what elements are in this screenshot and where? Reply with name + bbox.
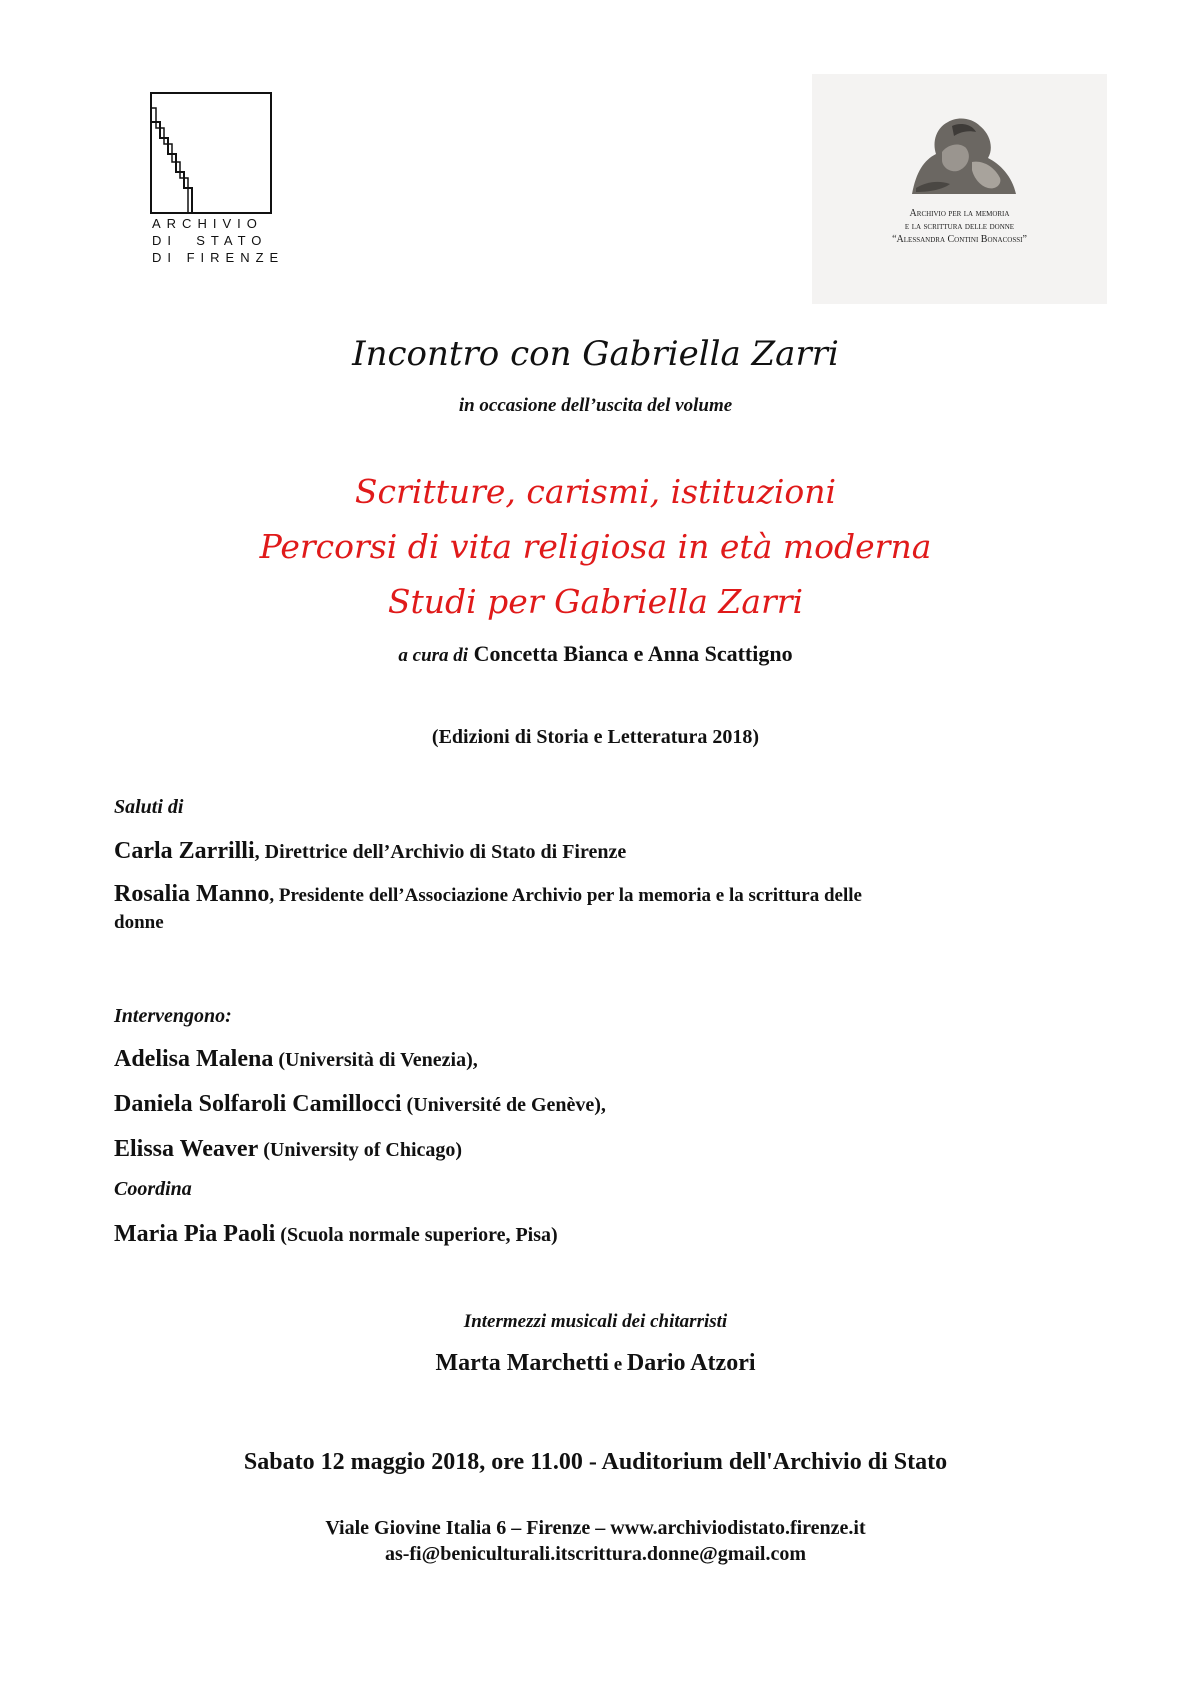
speaker-affiliation-2: (Université de Genève), bbox=[401, 1094, 606, 1116]
statue-image bbox=[902, 102, 1022, 197]
curators-line bbox=[0, 641, 1191, 667]
speaker-2 bbox=[114, 1091, 1074, 1118]
email-line: as-fi@beniculturali.itscrittura.donne@gmail.com bbox=[384, 1543, 807, 1565]
date-place: Sabato 12 maggio 2018, ore 11.00 - Auditorium dell'Archivio di Stato bbox=[243, 1449, 948, 1475]
curated-prefix: a cura di bbox=[398, 645, 469, 666]
speakers-label: Intervengono: bbox=[114, 1005, 232, 1027]
logo-stair-mark bbox=[150, 92, 272, 214]
greeting-role-2: , Presidente dell’Associazione Archivio per la memoria e la scrittura delle bbox=[269, 885, 862, 906]
greetings-label: Saluti di bbox=[114, 796, 184, 818]
musician-2: Dario Atzori bbox=[626, 1350, 756, 1376]
coordinator-affiliation: (Scuola normale superiore, Pisa) bbox=[275, 1224, 558, 1246]
coordinator bbox=[114, 1221, 1074, 1248]
greeting-person-2 bbox=[114, 881, 1074, 908]
event-title: Incontro con Gabriella Zarri bbox=[352, 334, 839, 374]
event-occasion: in occasione dell’uscita del volume bbox=[458, 395, 733, 416]
coordinator-name: Maria Pia Paoli bbox=[114, 1221, 276, 1247]
greeting-role-1: , Direttrice dell’Archivio di Stato di Firenze bbox=[254, 841, 627, 863]
logo-left-line-3: DI FIRENZE bbox=[152, 250, 285, 265]
book-title-line-2: Percorsi di vita religiosa in età moderna bbox=[259, 527, 932, 566]
greeting-role-2-cont: donne bbox=[114, 912, 164, 933]
book-title-line-1: Scritture, carismi, istituzioni bbox=[354, 472, 837, 511]
archivio-stato-firenze-logo bbox=[150, 92, 285, 272]
logo-right-line-1: Archivio per la memoria bbox=[909, 208, 1010, 219]
greeting-name-1: Carla Zarrilli bbox=[114, 838, 255, 864]
archivio-memoria-donne-logo bbox=[812, 74, 1107, 304]
speaker-name-1: Adelisa Malena bbox=[114, 1046, 274, 1072]
address-line: Viale Giovine Italia 6 – Firenze – www.archiviodistato.firenze.it bbox=[325, 1517, 866, 1539]
speaker-affiliation-3: (University of Chicago) bbox=[258, 1139, 463, 1161]
musicians bbox=[0, 1350, 1191, 1377]
speaker-affiliation-1: (Università di Venezia), bbox=[273, 1049, 478, 1071]
greeting-name-2: Rosalia Manno bbox=[114, 881, 270, 907]
speaker-name-3: Elissa Weaver bbox=[114, 1136, 259, 1162]
publisher: (Edizioni di Storia e Letteratura 2018) bbox=[431, 726, 760, 748]
curators: Concetta Bianca e Anna Scattigno bbox=[473, 641, 793, 666]
logo-right-line-3: “Alessandra Contini Bonacossi” bbox=[892, 234, 1027, 245]
musician-1: Marta Marchetti bbox=[435, 1350, 609, 1376]
speaker-name-2: Daniela Solfaroli Camillocci bbox=[114, 1091, 402, 1117]
speaker-3 bbox=[114, 1136, 1074, 1163]
speaker-1 bbox=[114, 1046, 1074, 1073]
greeting-person-1 bbox=[114, 838, 1074, 865]
logo-left-line-2: DI STATO bbox=[152, 233, 268, 248]
music-label: Intermezzi musicali dei chitarristi bbox=[463, 1311, 728, 1332]
coordinator-label: Coordina bbox=[114, 1178, 192, 1200]
book-title-line-3: Studi per Gabriella Zarri bbox=[387, 582, 804, 621]
logo-right-line-2: e la scrittura delle donne bbox=[904, 221, 1015, 232]
logo-left-line-1: ARCHIVIO bbox=[152, 216, 263, 231]
musician-conj: e bbox=[608, 1354, 627, 1375]
